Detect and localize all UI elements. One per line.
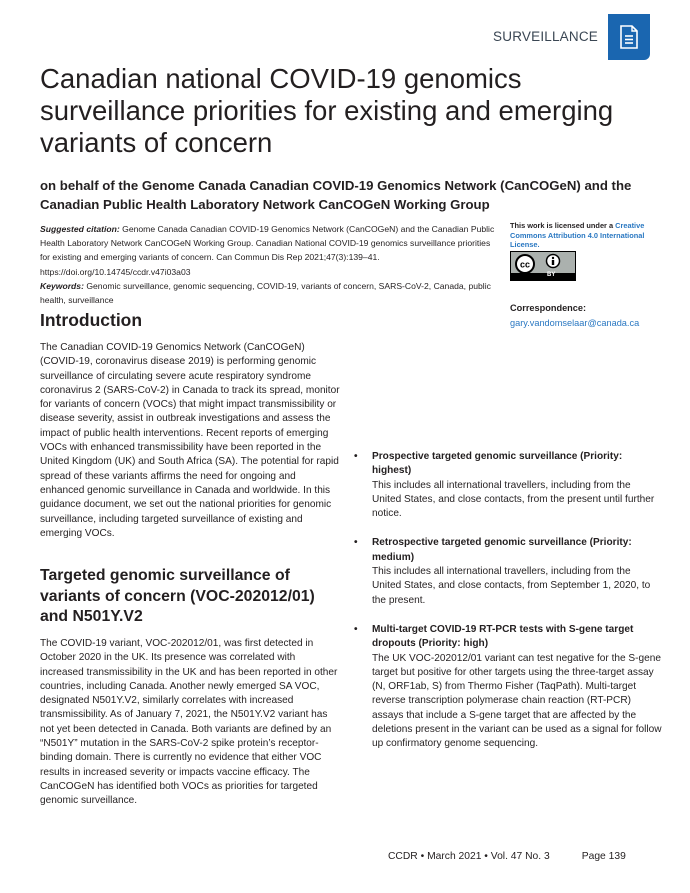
priority-description: This includes all international travellers, including from the United States, and close contacts, from September 1, 2020, to the present.: [372, 566, 651, 606]
priority-title: Prospective targeted genomic surveillance (Priority: highest): [372, 451, 623, 477]
section-label: SURVEILLANCE: [493, 29, 598, 44]
introduction-body: The Canadian COVID-19 Genomics Network (CanCOGeN) (COVID-19, coronavirus disease 2019) is performing genomic surveillance of circulating severe acute respiratory syndrome coronavirus 2 (SARS-CoV-2) in Canada to track its spread, monitor for variants of concern (VOCs) that might impact transmissibility or disease severity, assist in outbreak investigations and assess the impact of public health interventions. Recent reports of emerging VOCs with enhanced transmissibility have been reported in the United Kingdom (UK) and South Africa (SA). The potential for rapid spread of these variants affirms the need for ongoing and enhanced genomic surveillance in Canada and worldwide. In this guidance document, we set out the national priorities for genomic surveillance, including targeted surveillance of existing and emerging VOCs.: [40, 342, 340, 539]
cc-by-badge[interactable]: [510, 251, 576, 281]
page-number: Page 139: [581, 851, 626, 862]
targeted-surveillance-heading: Targeted genomic surveillance of variants of concern (VOC-202012/01) and N501Y.V2: [40, 567, 315, 625]
cc-by-label: BY: [547, 272, 556, 278]
license-notice: [510, 221, 650, 250]
bullet-icon: •: [354, 537, 358, 549]
citation-label: Suggested citation:: [40, 224, 120, 234]
keywords-text: Genomic surveillance, genomic sequencing, COVID-19, variants of concern, SARS-CoV-2, Canada, public health, surveillance: [40, 280, 491, 306]
priorities-list: [352, 450, 662, 767]
citation-block: [40, 222, 495, 307]
license-prefix: This work is licensed under a: [510, 221, 616, 230]
priority-item: [352, 623, 662, 752]
article-authors: on behalf of the Genome Canada Canadian COVID-19 Genomics Network (CanCOGeN) and the Canadian Public Health Laboratory Network CanCOGeN Working Group: [40, 178, 632, 212]
priority-title: Retrospective targeted genomic surveillance (Priority: medium): [372, 537, 632, 563]
article-title: Canadian national COVID-19 genomics surveillance priorities for existing and emerging variants of concern: [40, 63, 614, 158]
priority-description: The UK VOC-202012/01 variant can test negative for the S-gene target but positive for other targets using the three-target assay (N, ORF1ab, S) from Thermo Fisher (TaqPath). Multi-target reverse transcription polymerase chain reaction (RT-PCR) assays that include a S-gene target that are affected by the deletions present in the variant can be used as a signal for follow up confirmatory genome sequencing.: [372, 652, 662, 750]
correspondence-email-link[interactable]: gary.vandomselaar@canada.ca: [510, 318, 640, 328]
bullet-icon: •: [354, 623, 358, 635]
bullet-icon: •: [354, 451, 358, 462]
journal-info: CCDR • March 2021 • Vol. 47 No. 3: [388, 851, 550, 862]
priority-item: [352, 450, 662, 521]
document-icon: [608, 14, 650, 60]
targeted-surveillance-body: The COVID-19 variant, VOC-202012/01, was first detected in October 2020 in the UK. Its presence was correlated with increased transmissibility in the UK and has been reported in other countries, including Canada. Another newly emerged SA VOC, designated N501Y.V2, similarly correlates with increased transmissibility. As of January 7, 2021, the N501Y.V2 variant has not yet been detected in Canada. Both variants are defined by an “N501Y” mutation in the SARS-CoV-2 spike protein’s receptor-binding domain. There is currently no evidence that either VOC results in increased severity or impacts vaccine efficacy. The CanCOGeN has identified both VOCs as priorities for targeted genomic surveillance.: [40, 638, 338, 807]
priority-title: Multi-target COVID-19 RT-PCR tests with S-gene target dropouts (Priority: high): [372, 623, 634, 650]
citation-text: Genome Canada Canadian COVID-19 Genomics Network (CanCOGeN) and the Canadian Public Health Laboratory Network CanCOGeN Working Group. Canadian National COVID-19 genomics surveillance priorities for existing and emerging variants of concern. Can Commun Dis Rep 2021;47(3):139–41. https://doi.org/10.14745/ccdr.v47i03a03: [40, 224, 495, 277]
page-footer: [388, 851, 626, 862]
priority-description: This includes all international travellers, including from the United States, and close contacts, from the present until further notice.: [372, 479, 655, 520]
introduction-heading: Introduction: [40, 310, 143, 330]
svg-text:cc: cc: [519, 259, 531, 270]
keywords-label: Keywords:: [40, 280, 84, 291]
license-link[interactable]: Creative Commons Attribution 4.0 International License.: [510, 221, 645, 249]
priority-item: [352, 536, 662, 607]
correspondence-label: Correspondence:: [510, 303, 587, 313]
